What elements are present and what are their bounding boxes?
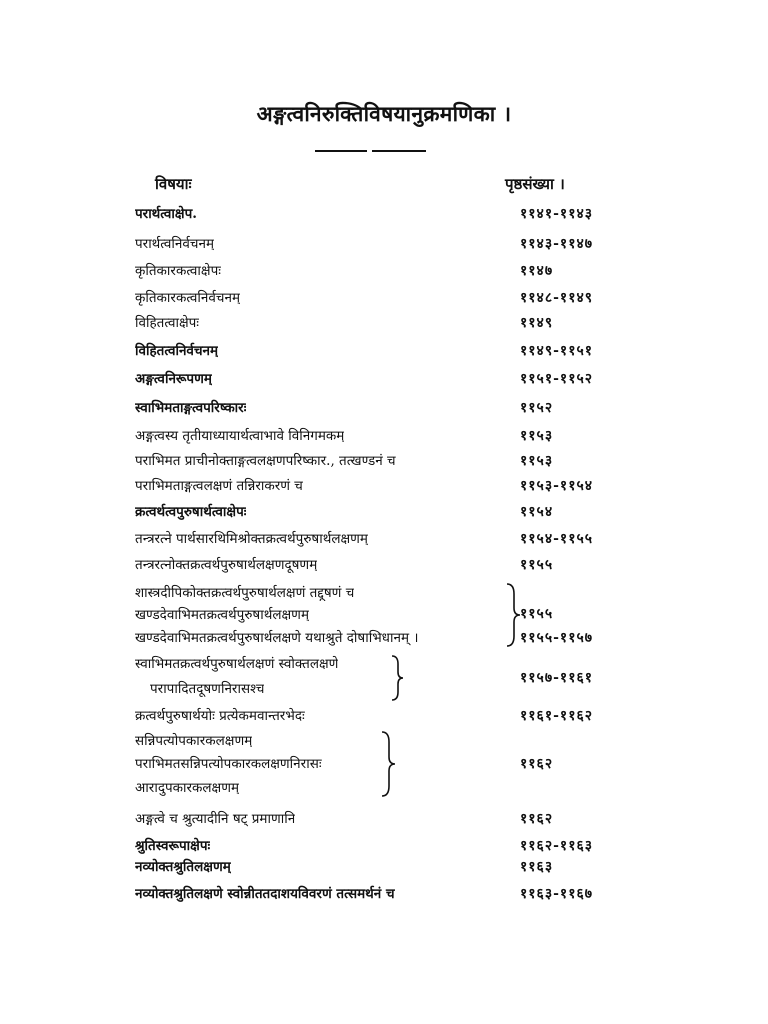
- entry-subject: कृतिकारकत्वनिर्वचनम्: [135, 290, 241, 306]
- entry-pages: ११५२: [520, 400, 554, 416]
- group-brace: [380, 730, 396, 798]
- entry-pages: ११४९: [520, 315, 554, 331]
- entry-pages: ११५१-११५२: [520, 371, 594, 387]
- entry-pages: ११६१-११६२: [520, 708, 594, 724]
- entry-subject: परार्थत्वाक्षेप.: [135, 206, 197, 222]
- column-header-subject: विषयाः: [155, 175, 192, 193]
- entry-subject: खण्डदेवाभिमतक्रत्वर्थपुरुषार्थलक्षणे यथाश्रुते दोषाभिधानम् ।: [135, 630, 419, 646]
- entry-subject: क्रत्वर्थपुरुषार्थयोः प्रत्येकमवान्तरभेदः: [135, 708, 305, 724]
- entry-subject: तन्त्ररत्नोक्तक्रत्वर्थपुरुषार्थलक्षणदूषणम्: [135, 557, 318, 573]
- entry-pages: ११६३: [520, 859, 554, 875]
- group-brace: [505, 582, 521, 648]
- entry-subject: विहितत्वाक्षेपः: [135, 315, 200, 331]
- entry-subject-line: खण्डदेवाभिमतक्रत्वर्थपुरुषार्थलक्षणम्: [135, 607, 310, 623]
- entry-subject-line: परापादितदूषणनिरासश्च: [150, 681, 265, 697]
- entry-pages: ११४१-११४३: [520, 206, 594, 222]
- entry-subject: श्रुतिस्वरूपाक्षेपः: [135, 838, 211, 854]
- entry-subject: विहितत्वनिर्वचनम्: [135, 343, 219, 359]
- entry-pages: ११५५: [520, 557, 554, 573]
- entry-subject: अङ्गत्वनिरूपणम्: [135, 371, 212, 387]
- entry-subject: अङ्गत्वे च श्रुत्यादीनि षट् प्रमाणानि: [135, 811, 296, 827]
- entry-subject: नव्योक्तश्रुतिलक्षणम्: [135, 859, 231, 875]
- entry-subject-line: सन्निपत्योपकारकलक्षणम्: [135, 733, 253, 749]
- entry-pages: ११६२: [520, 811, 554, 827]
- page-title: अङ्गत्वनिरुक्तिविषयानुक्रमणिका ।: [256, 101, 512, 126]
- entry-subject: अङ्गत्वस्य तृतीयाध्यायार्थत्वाभावे विनिगमकम्: [135, 428, 345, 444]
- entry-subject-line: आरादुपकारकलक्षणम्: [135, 780, 240, 796]
- entry-subject-line: शास्त्रदीपिकोक्तक्रत्वर्थपुरुषार्थलक्षणं तद्दूषणं च: [135, 585, 355, 601]
- entry-pages: ११६३-११६७: [520, 886, 594, 902]
- entry-pages: ११४९-११५१: [520, 343, 594, 359]
- entry-pages: ११५५: [520, 606, 554, 622]
- entry-pages: ११५५-११५७: [520, 630, 594, 646]
- entry-pages: ११५७-११६१: [520, 670, 594, 686]
- entry-pages: ११४८-११४९: [520, 290, 594, 306]
- entry-subject-line: स्वाभिमतक्रत्वर्थपुरुषार्थलक्षणं स्वोक्तलक्षणे: [135, 656, 339, 672]
- group-brace: [390, 654, 404, 702]
- entry-subject: पराभिमत प्राचीनोक्ताङ्गत्वलक्षणपरिष्कार., तत्खण्डनं च: [135, 453, 396, 469]
- entry-pages: ११६२: [520, 756, 554, 772]
- entry-pages: ११५३: [520, 428, 554, 444]
- entry-subject: कृतिकारकत्वाक्षेपः: [135, 263, 221, 279]
- title-rule-left: [315, 150, 367, 152]
- column-header-pages: पृष्ठसंख्या ।: [505, 175, 565, 193]
- entry-pages: ११५३-११५४: [520, 478, 594, 494]
- entry-pages: ११५४-११५५: [520, 531, 594, 547]
- entry-subject: तन्त्ररत्ने पार्थसारथिमिश्रोक्तक्रत्वर्थपुरुषार्थलक्षणम्: [135, 531, 369, 547]
- entry-pages: ११४३-११४७: [520, 236, 594, 252]
- entry-subject-line: पराभिमतसन्निपत्योपकारकलक्षणनिरासः: [135, 756, 322, 772]
- title-rule-right: [372, 150, 426, 152]
- entry-pages: ११४७: [520, 263, 554, 279]
- entry-subject: स्वाभिमताङ्गत्वपरिष्कारः: [135, 400, 247, 416]
- entry-subject: परार्थत्वनिर्वचनम्: [135, 236, 215, 252]
- entry-subject: नव्योक्तश्रुतिलक्षणे स्वोन्नीततदाशयविवरणं तत्समर्थनं च: [135, 886, 395, 902]
- entry-pages: ११५३: [520, 453, 554, 469]
- entry-pages: ११६२-११६३: [520, 838, 594, 854]
- entry-subject: पराभिमताङ्गत्वलक्षणं तन्निराकरणं च: [135, 478, 303, 494]
- entry-pages: ११५४: [520, 504, 554, 520]
- entry-subject: क्रत्वर्थत्वपुरुषार्थत्वाक्षेपः: [135, 504, 247, 520]
